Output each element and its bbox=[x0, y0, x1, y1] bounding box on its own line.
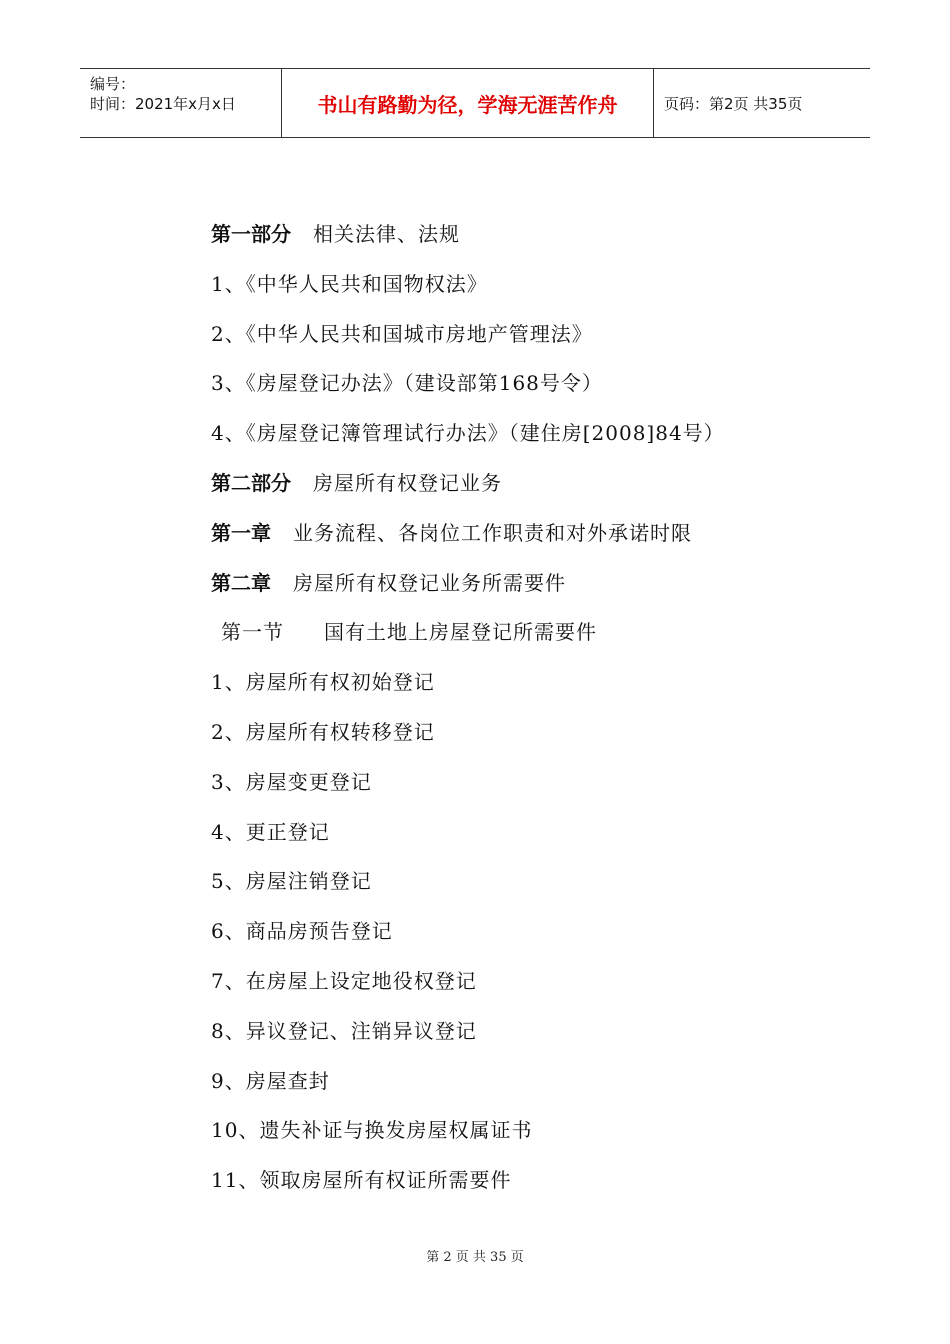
requirement-item: 11、领取房屋所有权证所需要件 bbox=[211, 1168, 512, 1193]
header-motto: 书山有路勤为径，学海无涯苦作舟 bbox=[282, 69, 654, 137]
requirement-item: 10、遗失补证与换发房屋权属证书 bbox=[211, 1118, 533, 1143]
chapter-label: 第一章 bbox=[211, 520, 271, 545]
document-outline bbox=[211, 216, 851, 1212]
header-page-info: 页码：第2页 共35页 bbox=[664, 94, 803, 113]
law-item: 2、《中华人民共和国城市房地产管理法》 bbox=[211, 321, 593, 346]
chapter-heading bbox=[211, 565, 851, 615]
chapter-heading bbox=[211, 515, 851, 565]
requirement-item: 4、更正登记 bbox=[211, 819, 330, 844]
chapter-title: 业务流程、各岗位工作职责和对外承诺时限 bbox=[293, 520, 692, 545]
part-label: 第一部分 bbox=[211, 222, 291, 246]
part-heading bbox=[211, 465, 851, 515]
requirement-item: 3、房屋变更登记 bbox=[211, 769, 372, 794]
section-label: 第一节 bbox=[221, 620, 284, 645]
part-heading bbox=[211, 216, 851, 266]
header-meta bbox=[80, 69, 282, 137]
chapter-title: 房屋所有权登记业务所需要件 bbox=[293, 570, 566, 595]
part-label: 第二部分 bbox=[211, 470, 291, 495]
part-title: 房屋所有权登记业务 bbox=[313, 470, 502, 495]
chapter-label: 第二章 bbox=[211, 570, 271, 595]
requirement-item: 6、商品房预告登记 bbox=[211, 919, 393, 944]
section-heading bbox=[211, 614, 851, 664]
law-item: 1、《中华人民共和国物权法》 bbox=[211, 271, 488, 296]
requirement-item: 9、房屋查封 bbox=[211, 1068, 330, 1093]
law-item: 4、《房屋登记簿管理试行办法》（建住房[2008]84号） bbox=[211, 421, 725, 446]
part-title: 相关法律、法规 bbox=[313, 222, 460, 246]
requirement-item: 7、在房屋上设定地役权登记 bbox=[211, 968, 477, 993]
requirement-item: 8、异议登记、注销异议登记 bbox=[211, 1018, 477, 1043]
law-item: 3、《房屋登记办法》（建设部第168号令） bbox=[211, 371, 603, 396]
requirement-item: 5、房屋注销登记 bbox=[211, 869, 372, 894]
section-title: 国有土地上房屋登记所需要件 bbox=[324, 620, 597, 645]
document-number-label: 编号： bbox=[90, 75, 136, 93]
page-footer: 第 2 页 共 35 页 bbox=[426, 1250, 524, 1265]
page-header bbox=[80, 68, 870, 138]
document-date: 时间：2021年x月x日 bbox=[90, 95, 236, 113]
requirement-item: 2、房屋所有权转移登记 bbox=[211, 719, 435, 744]
requirement-item: 1、房屋所有权初始登记 bbox=[211, 670, 435, 695]
